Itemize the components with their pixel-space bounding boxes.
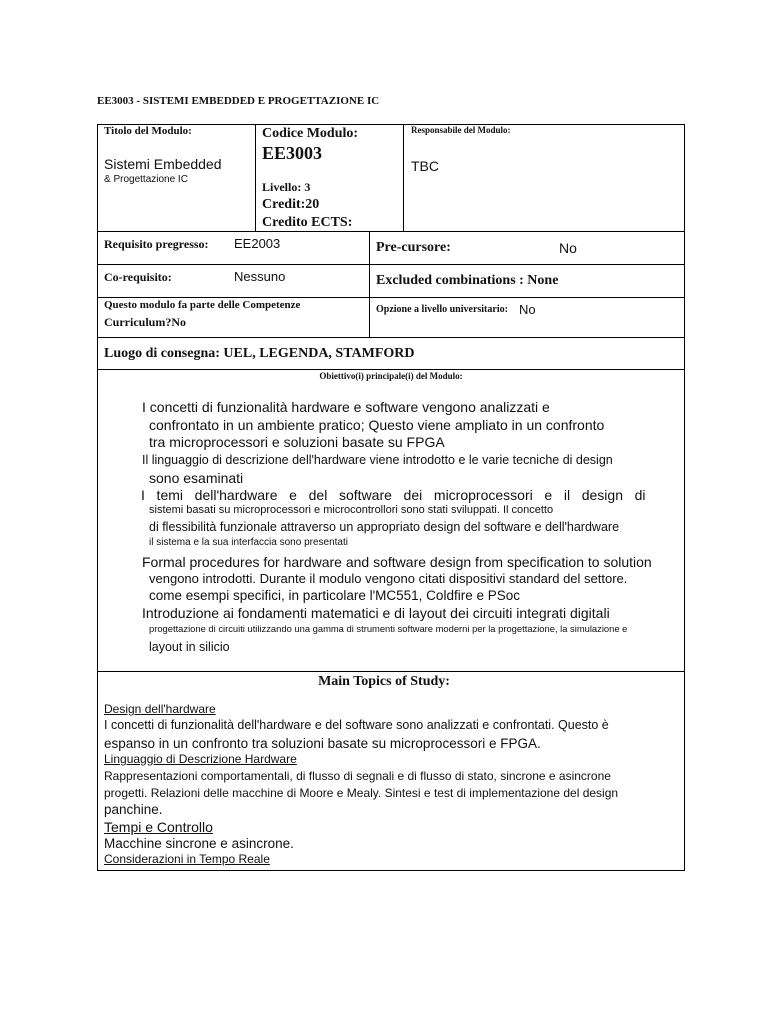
topics-heading: Main Topics of Study: xyxy=(318,674,450,689)
objective-line: come esempi specifici, in particolare l'MC551, Coldfire e PSoc xyxy=(149,588,520,603)
objective-line: Formal procedures for hardware and software design from specification to solution xyxy=(142,554,652,570)
row-divider xyxy=(97,671,685,672)
topic-text: Macchine sincrone e asincrone. xyxy=(104,836,294,851)
curriculum-question: Questo modulo fa parte delle Competenze xyxy=(104,299,301,311)
objective-line: progettazione di circuiti utilizzando una gamma di strumenti software moderni per la progettazione, la simulazione e xyxy=(149,623,628,634)
objective-line: sistemi basati su microprocessori e microcontrollori sono stati sviluppati. Il concetto xyxy=(149,504,554,516)
objective-line: I concetti di funzionalità hardware e software vengono analizzati e xyxy=(142,399,550,415)
topic-title-hardware-design: Design dell'hardware xyxy=(104,702,216,716)
objective-line: I temi dell'hardware e del software dei microprocessori e il design di xyxy=(141,487,646,503)
document-title: EE3003 - SISTEMI EMBEDDED E PROGETTAZIONE IC xyxy=(97,95,380,107)
objective-line: Introduzione ai fondamenti matematici e di layout dei circuiti integrati digitali xyxy=(142,605,610,621)
row-divider xyxy=(97,231,685,232)
university-option-label: Opzione a livello universitario: xyxy=(376,304,508,315)
objective-line: sono esaminati xyxy=(149,470,244,486)
objective-line: il sistema e la sua interfaccia sono presentati xyxy=(149,537,348,548)
row-divider xyxy=(97,264,685,265)
column-divider xyxy=(403,124,404,231)
corequisite-value: Nessuno xyxy=(234,269,286,284)
module-credit: Credit:20 xyxy=(262,197,320,212)
objective-line: Il linguaggio di descrizione dell'hardware viene introdotto e le varie tecniche di design xyxy=(142,453,613,467)
topic-text: panchine. xyxy=(104,802,163,817)
module-title-label: Titolo del Modulo: xyxy=(104,125,192,137)
responsible-label: Responsabile del Modulo: xyxy=(411,125,511,135)
objective-line: tra microprocessori e soluzioni basate su FPGA xyxy=(149,434,445,450)
row-divider xyxy=(97,337,685,338)
module-code-value: EE3003 xyxy=(262,143,323,163)
column-divider xyxy=(255,124,256,231)
objective-line: layout in silicio xyxy=(149,640,230,654)
topic-text: I concetti di funzionalità dell'hardware e del software sono analizzati e confrontati. Questo è xyxy=(104,718,609,732)
prerequisite-value: EE2003 xyxy=(234,236,281,251)
column-divider xyxy=(369,231,370,337)
topic-text: Rappresentazioni comportamentali, di flusso di segnali e di flusso di stato, sincrone e asincrone xyxy=(104,769,611,783)
corequisite-label: Co-requisito: xyxy=(104,270,172,284)
objective-line: vengono introdotti. Durante il modulo vengono citati dispositivi standard del settore. xyxy=(149,571,628,586)
precursor-value: No xyxy=(559,240,577,256)
precursor-label: Pre-cursore: xyxy=(376,240,451,255)
curriculum-answer: Curriculum?No xyxy=(104,315,186,329)
module-level: Livello: 3 xyxy=(262,180,311,194)
objective-line: confrontato in un ambiente pratico; Questo viene ampliato in un confronto xyxy=(149,417,605,433)
excluded-combinations: Excluded combinations : None xyxy=(376,273,559,288)
topic-text: progetti. Relazioni delle macchine di Moore e Mealy. Sintesi e test di implementazione del design xyxy=(104,786,619,800)
university-option-value: No xyxy=(519,302,536,317)
row-divider xyxy=(97,297,685,298)
module-title-subvalue: & Progettazione IC xyxy=(104,174,188,185)
topic-text: espanso in un confronto tra soluzioni basate su microprocessori e FPGA. xyxy=(104,736,541,751)
objectives-heading: Obiettivo(i) principale(i) del Modulo: xyxy=(319,371,463,381)
topic-title-timing: Tempi e Controllo xyxy=(104,819,213,835)
objective-line: di flessibilità funzionale attraverso un appropriato design del software e dell'hardware xyxy=(149,520,620,534)
module-title-value: Sistemi Embedded xyxy=(104,156,222,172)
responsible-value: TBC xyxy=(411,158,439,174)
row-divider xyxy=(97,369,685,370)
prerequisite-label: Requisito pregresso: xyxy=(104,237,209,251)
module-code-label: Codice Modulo: xyxy=(262,126,359,141)
module-ects: Credito ECTS: xyxy=(262,215,353,230)
topic-title-realtime: Considerazioni in Tempo Reale xyxy=(104,852,270,866)
delivery-location: Luogo di consegna: UEL, LEGENDA, STAMFORD xyxy=(104,346,415,361)
topic-title-hdl: Linguaggio di Descrizione Hardware xyxy=(104,752,297,766)
